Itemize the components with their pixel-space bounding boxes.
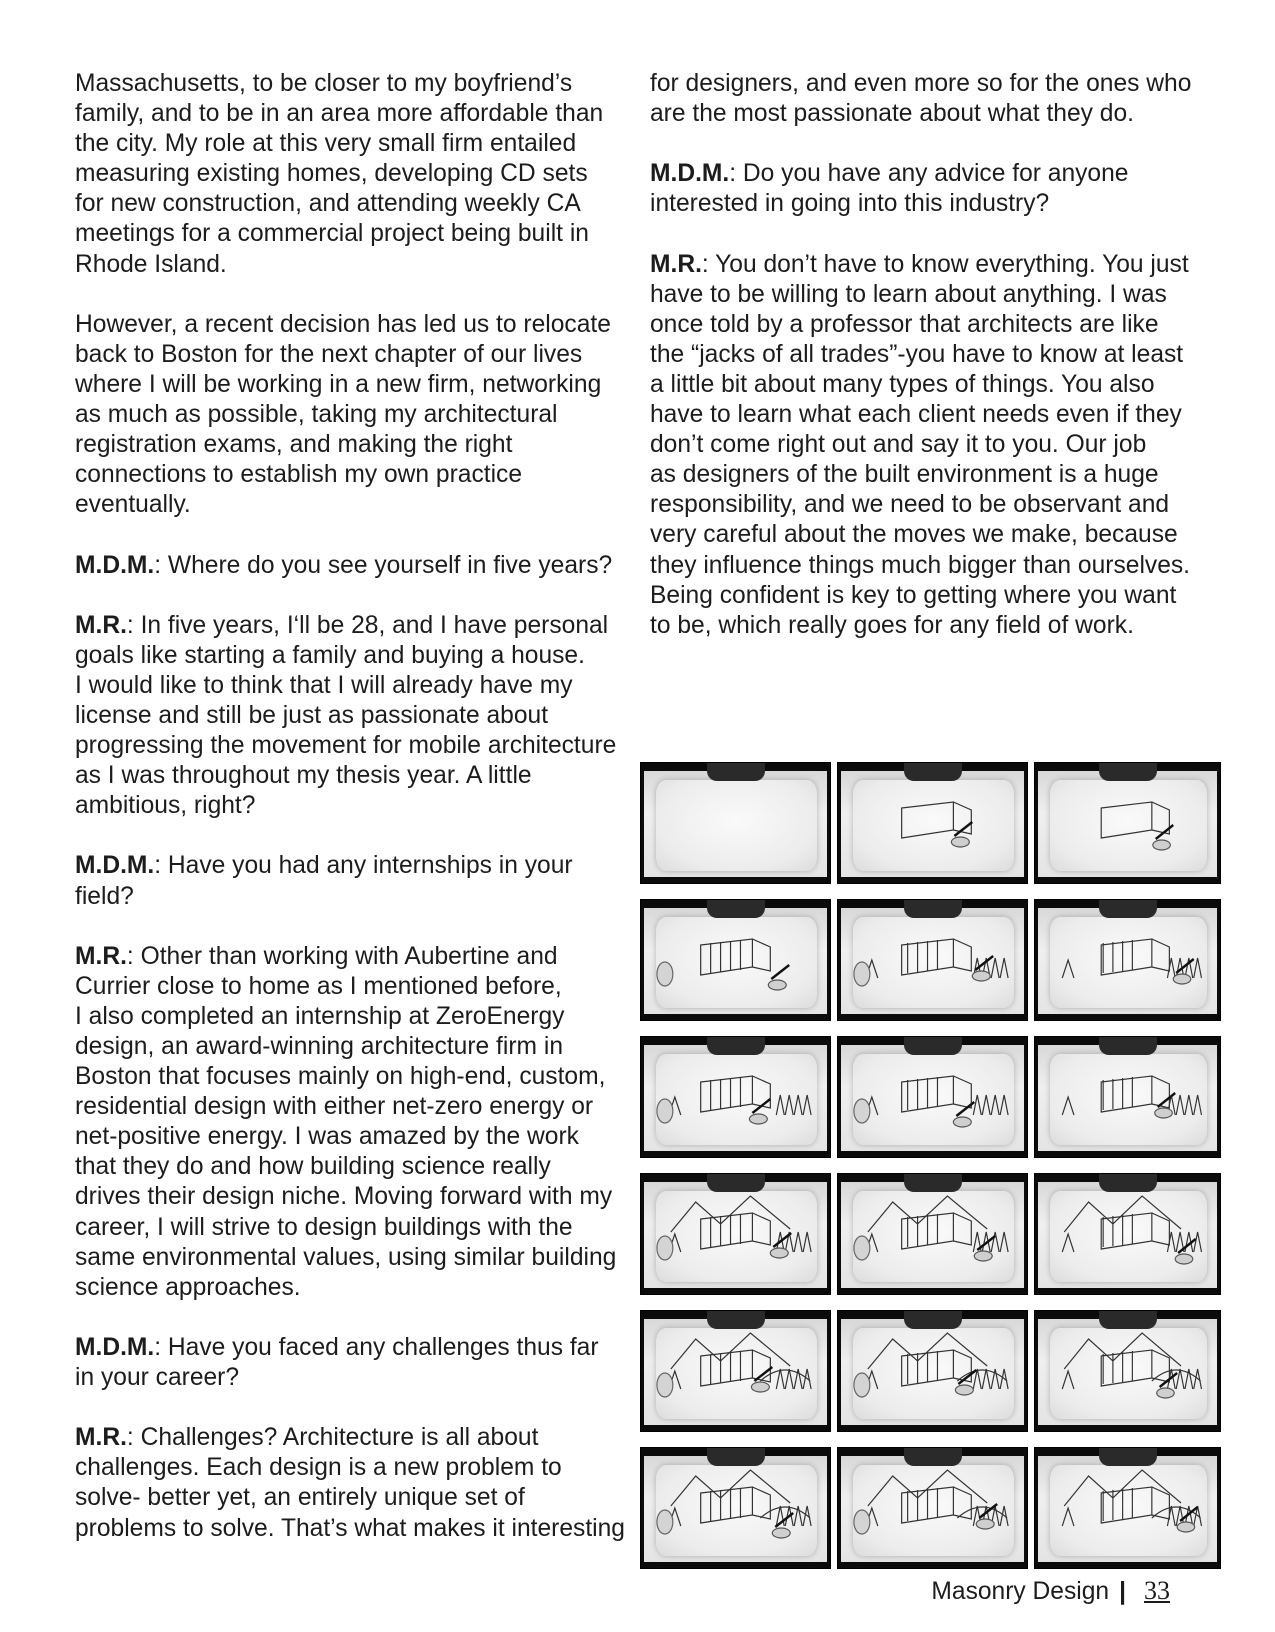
text-line [75,1423,635,1453]
line-text: Boston that focuses mainly on high-end, custom, [75,1063,606,1091]
line-text: for new construction, and attending weekly CA [75,190,581,218]
line-text: : Where do you see yourself in five years? [154,551,613,579]
article-paragraph [75,942,635,1303]
text-line [75,972,635,1002]
line-text: goals like starting a family and buying a house. [75,641,585,669]
line-text: responsibility, and we need to be observant and [650,491,1170,519]
line-text: drives their design niche. Moving forward with my [75,1183,613,1211]
line-text: residential design with either net-zero energy or [75,1093,594,1121]
line-text: as much as possible, taking my architectural [75,401,558,429]
line-text: : Challenges? Architecture is all about [126,1424,539,1452]
publication-name: Masonry Design [931,1578,1110,1605]
lamp-shade [904,763,962,781]
text-line [75,99,635,129]
article-paragraph [650,250,1210,641]
line-text: very careful about the moves we make, because [650,521,1178,549]
text-line [650,280,1210,310]
line-text: connections to establish my own practice [75,461,523,489]
speaker-initials: M.D.M. [75,551,155,579]
text-line [650,611,1210,641]
line-text: once told by a professor that architects are like [650,310,1159,338]
house-sketch-drawing [641,763,830,883]
right-text-column [650,69,1210,671]
lamp-shade [707,1037,765,1055]
house-sketch-drawing [1035,1037,1220,1157]
line-text: have to learn what each client needs even if they [650,401,1182,429]
text-line [75,69,635,99]
text-line [650,310,1210,340]
text-line [650,400,1210,430]
speaker-initials: M.D.M. [650,160,730,188]
text-line [75,641,635,671]
text-line [650,430,1210,460]
lamp-shade [904,1037,962,1055]
page-number: 33 [1144,1576,1170,1605]
text-line [75,250,635,280]
lamp-shade [1099,763,1157,781]
text-line [75,1152,635,1182]
line-text: career, I will strive to design buildings with the [75,1213,573,1241]
line-text: measuring existing homes, developing CD sets [75,160,588,188]
article-paragraph [75,1333,635,1393]
text-line [650,69,1210,99]
line-text: net-positive energy. I was amazed by the work [75,1123,579,1151]
line-text: have to be willing to learn about anything. I was [650,280,1167,308]
text-line [75,310,635,340]
speaker-initials: M.R. [75,611,127,639]
line-text: family, and to be in an area more affordable than [75,100,604,128]
text-line [75,460,635,490]
text-line [75,701,635,731]
sketch-frame-thumbnail [837,1173,1028,1295]
sketch-frame-thumbnail [1034,1310,1221,1432]
line-text: field? [75,882,134,910]
lamp-shade [707,900,765,918]
sketch-frame-thumbnail [1034,899,1221,1021]
left-text-column [75,69,635,1574]
article-paragraph [75,551,635,581]
text-line [75,370,635,400]
line-text: same environmental values, using similar building [75,1243,617,1271]
lamp-shade [904,1448,962,1466]
text-line [75,761,635,791]
speaker-initials: M.D.M. [75,1333,155,1361]
house-sketch-drawing [1035,1174,1220,1294]
sketch-frame-thumbnail [640,1036,831,1158]
line-text: a little bit about many types of things. You also [650,370,1155,398]
line-text: Currier close to home as I mentioned before, [75,972,562,1000]
text-line [75,1062,635,1092]
lamp-shade [707,1174,765,1192]
text-line [75,731,635,761]
text-line [650,370,1210,400]
line-text: for designers, and even more so for the ones who [650,70,1192,97]
text-line [75,1453,635,1483]
text-line [650,99,1210,129]
sketch-frame-thumbnail [1034,1036,1221,1158]
sketch-frame-thumbnail [837,899,1028,1021]
sketch-frame-thumbnail [640,1310,831,1432]
sketch-frame-thumbnail [1034,1447,1221,1569]
house-sketch-drawing [1035,763,1220,883]
lamp-shade [707,1311,765,1329]
house-sketch-drawing [838,1174,1027,1294]
sketch-frame-thumbnail [640,899,831,1021]
text-line [75,1273,635,1303]
article-paragraph [75,1423,635,1543]
line-text: registration exams, and making the right [75,431,513,459]
text-line [75,1122,635,1152]
text-line [650,490,1210,520]
line-text: they influence things much bigger than ourselves. [650,551,1191,579]
text-line [75,1213,635,1243]
house-sketch-drawing [641,900,830,1020]
house-sketch-drawing [1035,1311,1220,1431]
lamp-shade [904,1311,962,1329]
house-sketch-drawing [838,900,1027,1020]
line-text: problems to solve. That’s what makes it interesting [75,1514,625,1542]
line-text: design, an award-winning architecture firm in [75,1033,564,1060]
page-footer [931,1576,1170,1606]
line-text: However, a recent decision has led us to relocate [75,310,611,338]
text-line [75,1363,635,1393]
line-text: as I was throughout my thesis year. A little [75,762,532,790]
house-sketch-drawing [838,1037,1027,1157]
lamp-shade [707,763,765,781]
house-sketch-drawing [641,1174,830,1294]
lamp-shade [904,900,962,918]
text-line [75,430,635,460]
speaker-initials: M.R. [75,942,127,970]
text-line [75,490,635,520]
text-line [75,1092,635,1122]
text-line [75,129,635,159]
line-text: interested in going into this industry? [650,190,1050,218]
lamp-shade [707,1448,765,1466]
sketch-frame-thumbnail [1034,1173,1221,1295]
line-text: the city. My role at this very small firm entailed [75,130,577,158]
text-line [75,611,635,641]
line-text: as designers of the built environment is a huge [650,461,1159,489]
article-paragraph [650,159,1210,219]
line-text: where I will be working in a new firm, networking [75,370,602,398]
speaker-initials: M.R. [650,250,702,278]
article-paragraph [75,851,635,911]
sketch-sequence-grid [640,762,1221,1569]
line-text: ambitious, right? [75,792,256,820]
line-text: back to Boston for the next chapter of our lives [75,340,583,368]
text-line [75,551,635,581]
text-line [650,189,1210,219]
lamp-shade [1099,1448,1157,1466]
article-paragraph [75,310,635,521]
text-line [75,882,635,912]
line-text: are the most passionate about what they do. [650,100,1134,128]
text-line [75,1002,635,1032]
line-text: : Other than working with Aubertine and [126,942,558,970]
text-line [75,1483,635,1513]
line-text: progressing the movement for mobile architecture [75,732,617,760]
text-line [75,1243,635,1273]
text-line [650,250,1210,280]
line-text: solve- better yet, an entirely unique set of [75,1484,525,1512]
text-line [75,671,635,701]
text-line [75,219,635,249]
line-text: to be, which really goes for any field of work. [650,611,1134,639]
line-text: eventually. [75,491,191,519]
line-text: : You don’t have to know everything. You just [701,250,1189,278]
line-text: : Have you had any internships in your [154,852,573,880]
speaker-initials: M.D.M. [75,852,155,880]
house-sketch-drawing [838,763,1027,883]
sketch-frame-thumbnail [640,1173,831,1295]
line-text: : Do you have any advice for anyone [729,160,1129,188]
lamp-shade [904,1174,962,1192]
lamp-shade [1099,900,1157,918]
line-text: : In five years, I‘ll be 28, and I have personal [126,611,609,639]
text-line [75,1032,635,1062]
sketch-frame-thumbnail [1034,762,1221,884]
text-line [650,581,1210,611]
text-line [650,551,1210,581]
text-line [650,159,1210,189]
footer-separator: | [1119,1578,1126,1605]
text-line [75,1333,635,1363]
line-text: the “jacks of all trades”-you have to know at least [650,340,1184,368]
house-sketch-drawing [838,1448,1027,1568]
article-paragraph [75,69,635,280]
sketch-frame-thumbnail [837,1310,1028,1432]
house-sketch-drawing [1035,900,1220,1020]
line-text: in your career? [75,1364,240,1392]
text-line [650,460,1210,490]
sketch-frame-thumbnail [837,1036,1028,1158]
lamp-shade [1099,1174,1157,1192]
text-line [75,400,635,430]
line-text: Being confident is key to getting where you want [650,581,1177,609]
house-sketch-drawing [1035,1448,1220,1568]
text-line [75,942,635,972]
line-text: challenges. Each design is a new problem to [75,1454,562,1482]
lamp-shade [1099,1311,1157,1329]
sketch-frame-thumbnail [837,762,1028,884]
sketch-frame-thumbnail [640,762,831,884]
text-line [75,1182,635,1212]
line-text: license and still be just as passionate about [75,701,549,729]
line-text: Massachusetts, to be closer to my boyfriend’s [75,70,573,97]
text-line [75,189,635,219]
text-line [75,159,635,189]
text-line [75,791,635,821]
line-text: Rhode Island. [75,250,227,278]
text-line [650,340,1210,370]
sketch-frame-thumbnail [837,1447,1028,1569]
text-line [650,520,1210,550]
article-paragraph [650,69,1210,129]
line-text: I also completed an internship at ZeroEnergy [75,1002,565,1030]
lamp-shade [1099,1037,1157,1055]
line-text: : Have you faced any challenges thus far [154,1333,599,1361]
text-line [75,340,635,370]
line-text: I would like to think that I will already have my [75,671,573,699]
line-text: science approaches. [75,1273,301,1301]
house-sketch-drawing [641,1448,830,1568]
house-sketch-drawing [641,1311,830,1431]
line-text: that they do and how building science really [75,1153,551,1181]
speaker-initials: M.R. [75,1424,127,1452]
line-text: don’t come right out and say it to you. Our job [650,431,1147,459]
text-line [75,1514,635,1544]
line-text: meetings for a commercial project being built in [75,220,589,248]
text-line [75,851,635,881]
article-paragraph [75,611,635,822]
sketch-frame-thumbnail [640,1447,831,1569]
house-sketch-drawing [838,1311,1027,1431]
house-sketch-drawing [641,1037,830,1157]
